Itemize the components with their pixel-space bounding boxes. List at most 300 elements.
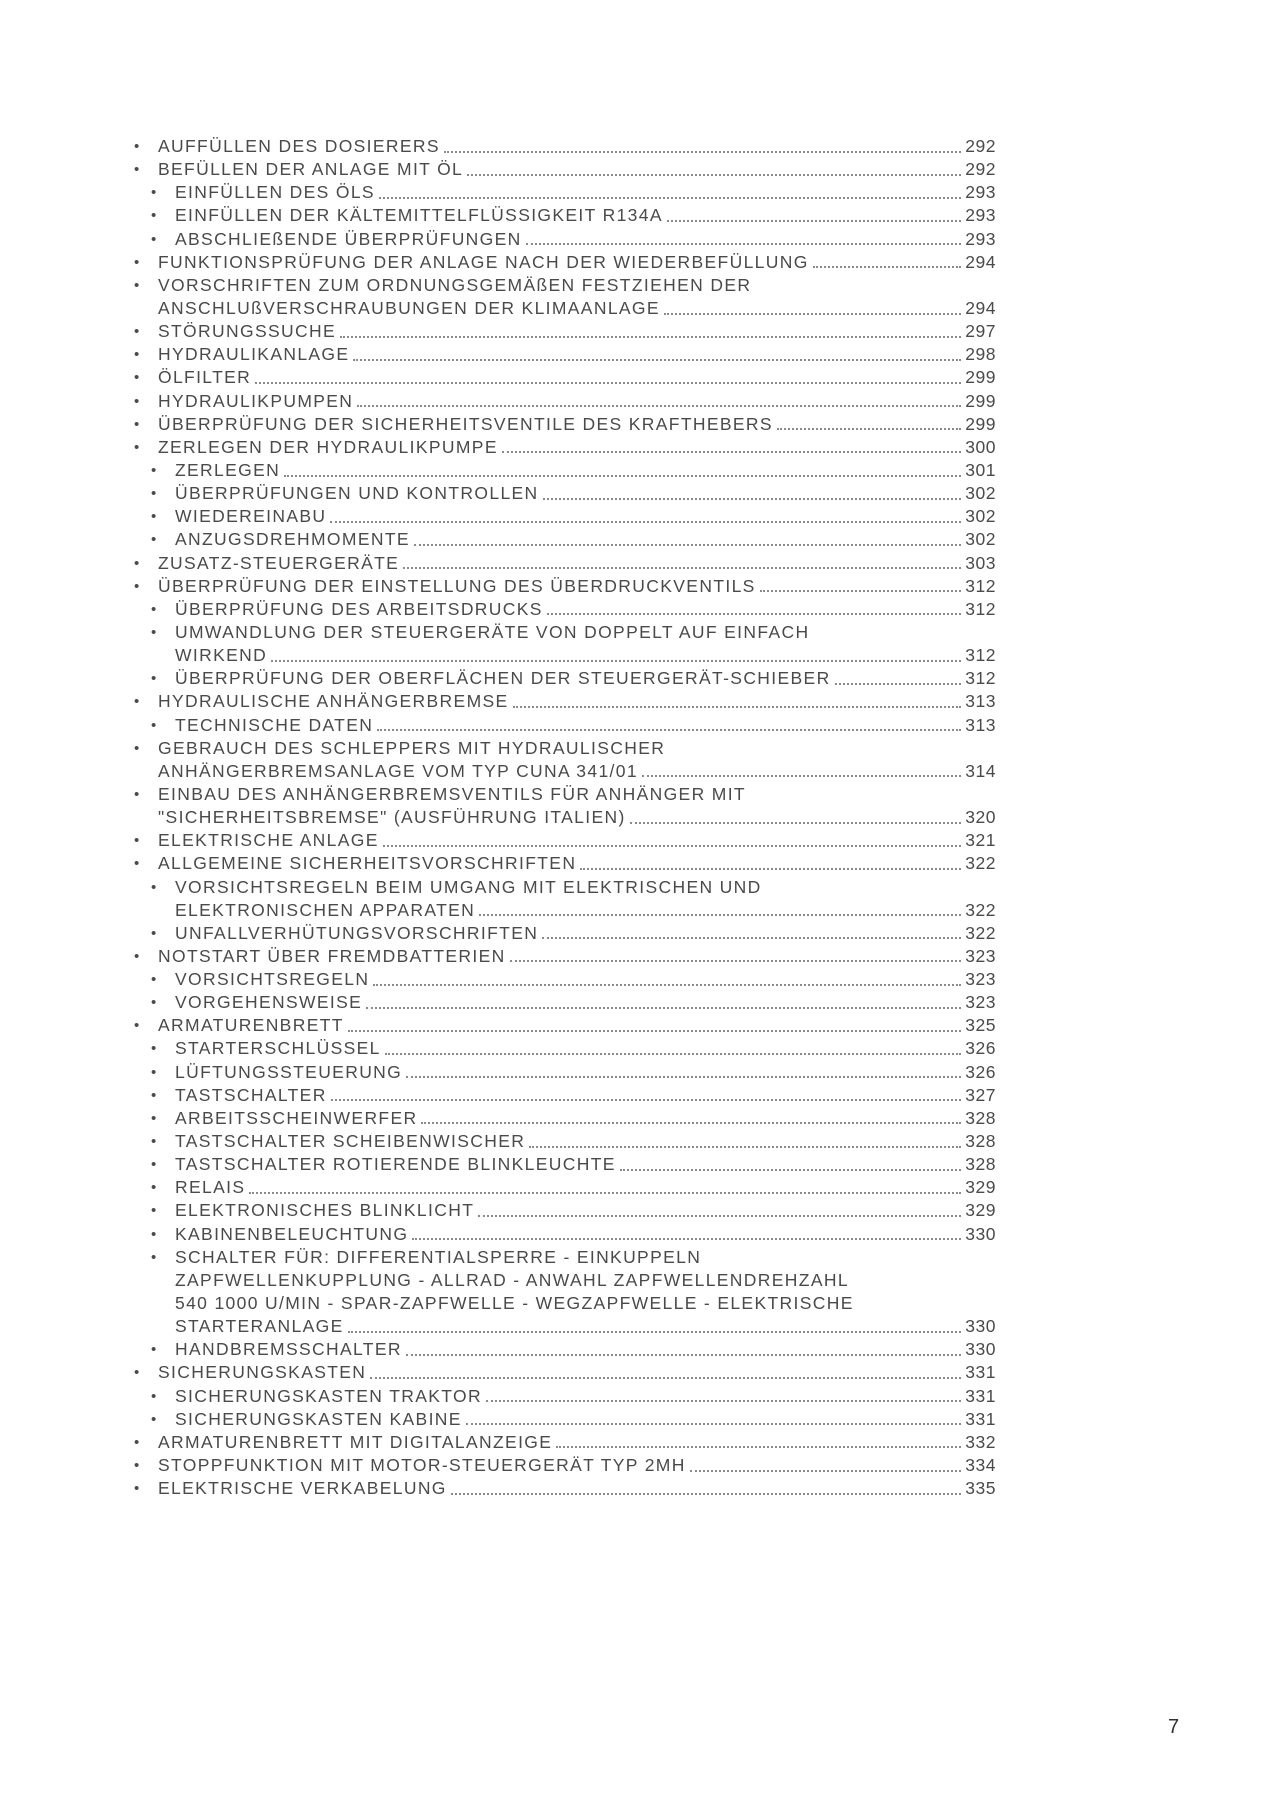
toc-line [134,1361,996,1384]
toc-line [134,505,996,528]
toc-entry-title: BEFÜLLEN DER ANLAGE MIT ÖL [158,159,464,180]
bullet-icon: • [151,230,157,248]
toc-entry-title: TASTSCHALTER ROTIERENDE BLINKLEUCHTE [175,1154,616,1175]
toc-page-number: 330 [965,1339,996,1360]
toc-line [134,158,996,181]
toc-page-number: 334 [965,1455,996,1476]
bullet-icon: • [134,739,140,757]
toc-entry[interactable] [134,852,996,875]
bullet-icon: • [151,1179,157,1197]
dot-leader [403,567,961,569]
toc-entry-title: ABSCHLIEßENDE ÜBERPRÜFUNGEN [175,228,522,249]
toc-entry-title: RELAIS [175,1177,246,1198]
toc-entry-title: WIRKEND [175,645,268,666]
toc-page-number: 326 [965,1038,996,1059]
toc-page-number: 299 [965,390,996,411]
toc-page-number: 326 [965,1061,996,1082]
toc-subentry[interactable] [134,1199,996,1222]
toc-subentry[interactable] [134,505,996,528]
toc-page-number: 323 [965,945,996,966]
toc-line [134,760,996,783]
toc-subentry[interactable] [134,1130,996,1153]
bullet-icon: • [151,1063,157,1081]
bullet-icon: • [151,1156,157,1174]
toc-entry-title: 540 1000 U/MIN - SPAR-ZAPFWELLE - WEGZAPFWELLE - ELEKTRISCHE [175,1293,854,1314]
page-number: 7 [1168,1716,1180,1738]
toc-entry[interactable] [134,251,996,274]
bullet-icon: • [151,1133,157,1151]
toc-page-number: 299 [965,367,996,388]
toc-subentry[interactable] [134,1176,996,1199]
toc-subentry[interactable] [134,991,996,1014]
dot-leader [690,1470,962,1472]
toc-entry-title: SCHALTER FÜR: DIFFERENTIALSPERRE - EINKUPPELN [175,1246,702,1267]
toc-page-number: 302 [965,483,996,504]
toc-line [134,390,996,413]
bullet-icon: • [151,461,157,479]
toc-line [134,366,996,389]
toc-entry[interactable] [134,436,996,459]
toc-page-number: 302 [965,506,996,527]
toc-entry-title: HYDRAULIKANLAGE [158,344,350,365]
toc-entry-title: SICHERUNGSKASTEN KABINE [175,1408,462,1429]
bullet-icon: • [134,323,140,341]
bullet-icon: • [134,577,140,595]
toc-page-number: 302 [965,529,996,550]
toc-line [134,181,996,204]
dot-leader [348,1331,962,1333]
toc-entry-title: ÖLFILTER [158,367,252,388]
toc-page-number: 312 [965,668,996,689]
dot-leader [366,1007,961,1009]
toc-entry-title: VORSICHTSREGELN [175,969,370,990]
toc-line [134,1477,996,1500]
dot-leader [556,1446,961,1448]
dot-leader [664,313,961,315]
bullet-icon: • [134,832,140,850]
bullet-icon: • [151,1109,157,1127]
toc-entry-title: ÜBERPRÜFUNG DER OBERFLÄCHEN DER STEUERGERÄT-SCHIEBER [175,668,831,689]
dot-leader [667,220,961,222]
toc-line [134,1014,996,1037]
toc-entry-title: HYDRAULIKPUMPEN [158,390,354,411]
dot-leader [529,1146,961,1148]
toc-line [134,1107,996,1130]
dot-leader [373,984,961,986]
toc-entry[interactable] [134,829,996,852]
toc-subentry[interactable] [134,459,996,482]
toc-entry-title: ÜBERPRÜFUNG DER SICHERHEITSVENTILE DES KRAFTHEBERS [158,413,773,434]
dot-leader [526,243,962,245]
toc-entry-title: ELEKTRONISCHEN APPARATEN [175,899,476,920]
toc-page-number: 328 [965,1107,996,1128]
bullet-icon: • [134,785,140,803]
toc-entry-title: SICHERUNGSKASTEN TRAKTOR [175,1385,482,1406]
bullet-icon: • [134,1364,140,1382]
toc-page-number: 332 [965,1431,996,1452]
bullet-icon: • [134,161,140,179]
toc-entry-title: ELEKTRONISCHES BLINKLICHT [175,1200,475,1221]
toc-page-number: 331 [965,1362,996,1383]
bullet-icon: • [134,369,140,387]
toc-entry-title: ZUSATZ-STEUERGERÄTE [158,552,400,573]
toc-page-number: 329 [965,1177,996,1198]
dot-leader [835,683,962,685]
toc-subentry[interactable] [134,598,996,621]
toc-line [134,135,996,158]
bullet-icon: • [151,716,157,734]
toc-entry-title: HANDBREMSSCHALTER [175,1339,402,1360]
toc-entry[interactable] [134,158,996,181]
toc-entry[interactable] [134,552,996,575]
toc-entry-title: STÖRUNGSSUCHE [158,321,336,342]
toc-entry-title: ANZUGSDREHMOMENTE [175,529,410,550]
bullet-icon: • [151,1410,157,1428]
bullet-icon: • [151,1248,157,1266]
toc-page-number: 327 [965,1084,996,1105]
dot-leader [542,937,961,939]
toc-subentry[interactable] [134,204,996,227]
bullet-icon: • [134,415,140,433]
toc-entry[interactable] [134,1431,996,1454]
toc-entry-title: ARMATURENBRETT [158,1015,344,1036]
toc-entry-title: HYDRAULISCHE ANHÄNGERBREMSE [158,691,509,712]
toc-subentry[interactable] [134,621,996,667]
toc-entry[interactable] [134,135,996,158]
bullet-icon: • [151,1341,157,1359]
toc-entry-title: GEBRAUCH DES SCHLEPPERS MIT HYDRAULISCHER [158,737,666,758]
bullet-icon: • [134,1433,140,1451]
toc-line [134,436,996,459]
toc-subentry[interactable] [134,181,996,204]
toc-entry-title: KABINENBELEUCHTUNG [175,1223,409,1244]
toc-page-number: 301 [965,459,996,480]
bullet-icon: • [134,1480,140,1498]
toc-line [134,1084,996,1107]
dot-leader [412,1238,961,1240]
dot-leader [421,1122,961,1124]
toc-line [134,1246,996,1269]
toc-page-number: 321 [965,830,996,851]
toc-line [134,1037,996,1060]
toc-line [134,459,996,482]
toc-page-number: 303 [965,552,996,573]
dot-leader [379,197,961,199]
toc-entry[interactable] [134,783,996,829]
toc-subentry[interactable] [134,228,996,251]
bullet-icon: • [134,1457,140,1475]
dot-leader [642,775,961,777]
toc-page-number: 320 [965,807,996,828]
toc-page-number: 323 [965,969,996,990]
toc-page-number: 294 [965,251,996,272]
toc-entry-title: ELEKTRISCHE ANLAGE [158,830,379,851]
toc-line [134,621,996,644]
toc-page-number: 300 [965,436,996,457]
toc-entry-title: ZAPFWELLENKUPPLUNG - ALLRAD - ANWAHL ZAPFWELLENDREHZAHL [175,1269,849,1290]
dot-leader [502,451,961,453]
bullet-icon: • [151,1225,157,1243]
toc-entry-title: VORGEHENSWEISE [175,992,363,1013]
toc-page-number: 328 [965,1154,996,1175]
toc-line [134,644,996,667]
toc-entry[interactable] [134,343,996,366]
dot-leader [813,266,962,268]
toc-line [134,204,996,227]
dot-leader [340,336,961,338]
toc-line [134,690,996,713]
bullet-icon: • [151,1086,157,1104]
toc-subentry[interactable] [134,1107,996,1130]
dot-leader [444,151,961,153]
toc-subentry[interactable] [134,1037,996,1060]
toc-page-number: 323 [965,992,996,1013]
toc-page-number: 322 [965,899,996,920]
toc-page-number: 312 [965,575,996,596]
toc-line [134,714,996,737]
toc-page-number: 297 [965,321,996,342]
toc-line [134,667,996,690]
dot-leader [406,1076,961,1078]
toc-entry[interactable] [134,1477,996,1500]
toc-entry-title: ALLGEMEINE SICHERHEITSVORSCHRIFTEN [158,853,577,874]
toc-line [134,343,996,366]
toc-entry-title: TECHNISCHE DATEN [175,714,374,735]
toc-page-number: 328 [965,1131,996,1152]
table-of-contents [134,135,996,1500]
toc-line [134,1199,996,1222]
bullet-icon: • [151,508,157,526]
toc-entry[interactable] [134,1014,996,1037]
toc-entry[interactable] [134,1361,996,1384]
dot-leader [370,1377,961,1379]
dot-leader [479,914,961,916]
toc-entry-title: ÜBERPRÜFUNG DES ARBEITSDRUCKS [175,598,543,619]
bullet-icon: • [151,531,157,549]
toc-page-number: 299 [965,413,996,434]
toc-line [134,922,996,945]
toc-line [134,829,996,852]
toc-entry[interactable] [134,575,996,598]
toc-entry-title: SICHERUNGSKASTEN [158,1362,367,1383]
toc-subentry[interactable] [134,1223,996,1246]
dot-leader [331,1099,962,1101]
toc-entry-title: VORSCHRIFTEN ZUM ORDNUNGSGEMÄßEN FESTZIEHEN DER [158,274,752,295]
toc-line [134,1385,996,1408]
dot-leader [406,1354,961,1356]
dot-leader [249,1192,961,1194]
toc-entry[interactable] [134,737,996,783]
toc-entry[interactable] [134,945,996,968]
dot-leader [510,960,962,962]
dot-leader [543,498,962,500]
dot-leader [385,1053,962,1055]
toc-entry-title: FUNKTIONSPRÜFUNG DER ANLAGE NACH DER WIEDERBEFÜLLUNG [158,251,809,272]
toc-page-number: 329 [965,1200,996,1221]
bullet-icon: • [134,346,140,364]
toc-entry-title: EINFÜLLEN DER KÄLTEMITTELFLÜSSIGKEIT R134A [175,205,663,226]
bullet-icon: • [134,392,140,410]
toc-line [134,876,996,899]
toc-entry-title: UMWANDLUNG DER STEUERGERÄTE VON DOPPELT AUF EINFACH [175,621,810,642]
dot-leader [486,1400,961,1402]
toc-line [134,991,996,1014]
toc-subentry[interactable] [134,1084,996,1107]
bullet-icon: • [134,253,140,271]
dot-leader [451,1493,962,1495]
dot-leader [777,428,961,430]
toc-subentry[interactable] [134,1408,996,1431]
toc-entry-title: ÜBERPRÜFUNGEN UND KONTROLLEN [175,483,539,504]
toc-line [134,320,996,343]
bullet-icon: • [151,207,157,225]
toc-entry-title: ELEKTRISCHE VERKABELUNG [158,1478,447,1499]
toc-page-number: 313 [965,691,996,712]
toc-line [134,1408,996,1431]
toc-line [134,413,996,436]
toc-line [134,1223,996,1246]
toc-line [134,1061,996,1084]
toc-subentry[interactable] [134,482,996,505]
toc-entry-title: ÜBERPRÜFUNG DER EINSTELLUNG DES ÜBERDRUCKVENTILS [158,575,756,596]
toc-line [134,1269,996,1292]
toc-page-number: 330 [965,1316,996,1337]
toc-line [134,806,996,829]
dot-leader [414,544,961,546]
dot-leader [377,729,961,731]
toc-page-number: 330 [965,1223,996,1244]
toc-line [134,297,996,320]
toc-entry-title: STOPPFUNKTION MIT MOTOR-STEUERGERÄT TYP 2MH [158,1455,686,1476]
dot-leader [357,405,961,407]
bullet-icon: • [151,1387,157,1405]
toc-subentry[interactable] [134,528,996,551]
toc-line [134,1130,996,1153]
toc-entry[interactable] [134,1454,996,1477]
toc-entry-title: "SICHERHEITSBREMSE" (AUSFÜHRUNG ITALIEN) [158,807,626,828]
toc-line [134,228,996,251]
toc-line [134,598,996,621]
dot-leader [478,1215,961,1217]
dot-leader [630,822,962,824]
toc-entry[interactable] [134,390,996,413]
toc-entry-title: EINBAU DES ANHÄNGERBREMSVENTILS FÜR ANHÄNGER MIT [158,783,746,804]
bullet-icon: • [151,1040,157,1058]
toc-line [134,528,996,551]
toc-subentry[interactable] [134,667,996,690]
bullet-icon: • [134,947,140,965]
dot-leader [760,590,962,592]
dot-leader [353,359,961,361]
toc-line [134,1176,996,1199]
bullet-icon: • [151,485,157,503]
toc-line [134,737,996,760]
toc-line [134,1153,996,1176]
toc-line [134,945,996,968]
dot-leader [348,1030,961,1032]
dot-leader [284,475,961,477]
bullet-icon: • [134,138,140,155]
dot-leader [330,521,961,523]
bullet-icon: • [134,693,140,711]
bullet-icon: • [151,924,157,942]
toc-entry-title: STARTERANLAGE [175,1316,344,1337]
toc-entry[interactable] [134,413,996,436]
bullet-icon: • [151,600,157,618]
bullet-icon: • [151,1202,157,1220]
toc-entry-title: UNFALLVERHÜTUNGSVORSCHRIFTEN [175,922,539,943]
toc-entry[interactable] [134,320,996,343]
toc-page-number: 292 [965,136,996,156]
dot-leader [580,868,961,870]
toc-page-number: 293 [965,182,996,203]
toc-subentry[interactable] [134,1061,996,1084]
toc-page-number: 298 [965,344,996,365]
toc-subentry[interactable] [134,922,996,945]
dot-leader [513,706,962,708]
toc-entry-title: AUFFÜLLEN DES DOSIERERS [158,136,440,156]
toc-entry-title: STARTERSCHLÜSSEL [175,1038,381,1059]
toc-entry-title: LÜFTUNGSSTEUERUNG [175,1061,403,1082]
toc-line [134,783,996,806]
dot-leader [620,1169,962,1171]
bullet-icon: • [134,276,140,294]
toc-line [134,1338,996,1361]
dot-leader [547,613,961,615]
bullet-icon: • [151,623,157,641]
toc-page-number: 312 [965,645,996,666]
toc-subentry[interactable] [134,714,996,737]
toc-entry-title: ANHÄNGERBREMSANLAGE VOM TYP CUNA 341/01 [158,760,638,781]
toc-entry[interactable] [134,366,996,389]
toc-line [134,1292,996,1315]
bullet-icon: • [151,878,157,896]
toc-page-number: 335 [965,1478,996,1499]
bullet-icon: • [151,670,157,688]
toc-subentry[interactable] [134,1338,996,1361]
toc-entry-title: ARMATURENBRETT MIT DIGITALANZEIGE [158,1431,553,1452]
toc-line [134,552,996,575]
toc-entry-title: ARBEITSSCHEINWERFER [175,1107,418,1128]
toc-line [134,968,996,991]
toc-subentry[interactable] [134,1385,996,1408]
toc-line [134,1315,996,1338]
toc-subentry[interactable] [134,1153,996,1176]
dot-leader [467,174,961,176]
bullet-icon: • [151,994,157,1012]
toc-page-number: 293 [965,228,996,249]
toc-entry[interactable] [134,690,996,713]
toc-line [134,251,996,274]
toc-page-number: 314 [965,760,996,781]
toc-subentry[interactable] [134,876,996,922]
dot-leader [255,382,961,384]
toc-entry-title: EINFÜLLEN DES ÖLS [175,182,375,203]
bullet-icon: • [134,855,140,873]
toc-entry-title: ZERLEGEN [175,459,281,480]
dot-leader [466,1423,961,1425]
toc-subentry[interactable] [134,968,996,991]
toc-subentry[interactable] [134,1246,996,1339]
bullet-icon: • [151,971,157,989]
toc-entry-title: TASTSCHALTER [175,1084,327,1105]
toc-page-number: 322 [965,922,996,943]
toc-page-number: 292 [965,159,996,180]
toc-entry-title: WIEDEREINABU [175,506,327,527]
toc-page-number: 313 [965,714,996,735]
dot-leader [383,845,962,847]
toc-entry[interactable] [134,274,996,320]
